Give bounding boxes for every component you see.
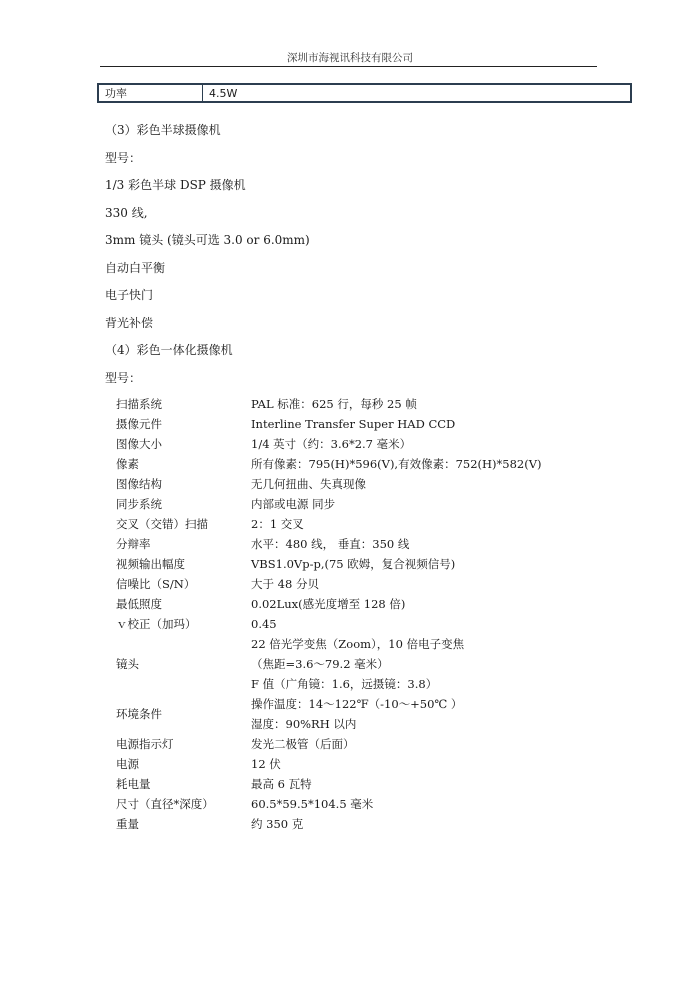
spec-label: 尺寸（直径*深度） bbox=[116, 797, 214, 811]
spec-row bbox=[116, 774, 636, 794]
spec-label: 信噪比（S/N） bbox=[116, 577, 196, 591]
section3-line: 330 线, bbox=[105, 206, 148, 220]
spec-label: 图像大小 bbox=[116, 437, 162, 451]
spec-value: 发光二极管（后面） bbox=[251, 737, 355, 751]
page-header-company: 深圳市海视讯科技有限公司 bbox=[287, 52, 413, 64]
spec-row bbox=[116, 434, 636, 454]
spec-label: 同步系统 bbox=[116, 497, 162, 511]
section3-line: 电子快门 bbox=[105, 288, 154, 302]
spec-value: PAL 标准：625 行，每秒 25 帧 bbox=[251, 397, 417, 411]
spec-label: 耗电量 bbox=[116, 777, 151, 791]
section4-title: （4）彩色一体化摄像机 bbox=[105, 343, 233, 357]
power-label: 功率 bbox=[99, 85, 203, 101]
spec-row bbox=[116, 694, 636, 734]
spec-value-line: 湿度：90%RH 以内 bbox=[251, 717, 357, 731]
spec-value: Interline Transfer Super HAD CCD bbox=[251, 417, 456, 431]
spec-label: 镜头 bbox=[116, 657, 139, 671]
spec-value: 60.5*59.5*104.5 毫米 bbox=[251, 797, 374, 811]
spec-value-line: 22 倍光学变焦（Zoom），10 倍电子变焦 bbox=[251, 637, 465, 651]
spec-row bbox=[116, 634, 636, 694]
spec-label: 最低照度 bbox=[116, 597, 162, 611]
spec-label: ｖ校正（加玛） bbox=[116, 617, 197, 631]
spec-table bbox=[116, 394, 636, 834]
spec-value: 0.45 bbox=[251, 617, 277, 631]
spec-row bbox=[116, 494, 636, 514]
section3-line: 1/3 彩色半球 DSP 摄像机 bbox=[105, 178, 246, 192]
spec-row bbox=[116, 734, 636, 754]
spec-row bbox=[116, 454, 636, 474]
section3-title: （3）彩色半球摄像机 bbox=[105, 123, 221, 137]
spec-value: 无几何扭曲、失真现像 bbox=[251, 477, 366, 491]
section3-model-label: 型号： bbox=[105, 151, 142, 165]
spec-value: 2：1 交叉 bbox=[251, 517, 304, 531]
section3-line: 自动白平衡 bbox=[105, 261, 166, 275]
spec-value: 12 伏 bbox=[251, 757, 281, 771]
spec-value: 最高 6 瓦特 bbox=[251, 777, 312, 791]
spec-label: 扫描系统 bbox=[116, 397, 162, 411]
spec-label: 像素 bbox=[116, 457, 139, 471]
spec-value-line: F 值（广角镜：1.6，远摄镜：3.8） bbox=[251, 677, 438, 691]
spec-row bbox=[116, 794, 636, 814]
spec-value bbox=[251, 694, 462, 734]
section3-line: 3mm 镜头 (镜头可选 3.0 or 6.0mm) bbox=[105, 233, 310, 247]
spec-label: 环境条件 bbox=[116, 707, 162, 721]
power-value: 4.5W bbox=[209, 87, 238, 100]
spec-row bbox=[116, 514, 636, 534]
spec-row bbox=[116, 534, 636, 554]
spec-label: 电源指示灯 bbox=[116, 737, 174, 751]
spec-value: VBS1.0Vp-p,(75 欧姆，复合视频信号) bbox=[251, 557, 456, 571]
spec-value bbox=[251, 634, 464, 694]
spec-label: 重量 bbox=[116, 817, 139, 831]
spec-row bbox=[116, 394, 636, 414]
spec-value: 所有像素：795(H)*596(V),有效像素：752(H)*582(V) bbox=[251, 457, 542, 471]
spec-row bbox=[116, 594, 636, 614]
spec-label: 视频输出幅度 bbox=[116, 557, 185, 571]
spec-label: 摄像元件 bbox=[116, 417, 162, 431]
spec-label: 电源 bbox=[116, 757, 139, 771]
spec-value: 1/4 英寸（约：3.6*2.7 毫米） bbox=[251, 437, 412, 451]
section3-line: 背光补偿 bbox=[105, 316, 154, 330]
spec-row bbox=[116, 814, 636, 834]
section4-model-label: 型号： bbox=[105, 371, 142, 385]
power-table bbox=[97, 83, 632, 103]
spec-label: 分辩率 bbox=[116, 537, 151, 551]
spec-value-line: （焦距=3.6～79.2 毫米） bbox=[251, 657, 389, 671]
spec-row bbox=[116, 474, 636, 494]
spec-value: 大于 48 分贝 bbox=[251, 577, 319, 591]
spec-value: 约 350 克 bbox=[251, 817, 304, 831]
spec-label: 交叉（交错）扫描 bbox=[116, 517, 208, 531]
spec-label: 图像结构 bbox=[116, 477, 162, 491]
spec-row bbox=[116, 614, 636, 634]
spec-value: 水平：480 线， 垂直：350 线 bbox=[251, 537, 410, 551]
spec-row bbox=[116, 554, 636, 574]
spec-value: 0.02Lux(感光度增至 128 倍) bbox=[251, 597, 406, 611]
spec-row bbox=[116, 574, 636, 594]
spec-value: 内部或电源 同步 bbox=[251, 497, 336, 511]
header-divider bbox=[100, 66, 597, 67]
spec-row bbox=[116, 754, 636, 774]
spec-row bbox=[116, 414, 636, 434]
spec-value-line: 操作温度：14～122℉（-10～+50℃ ） bbox=[251, 697, 463, 711]
